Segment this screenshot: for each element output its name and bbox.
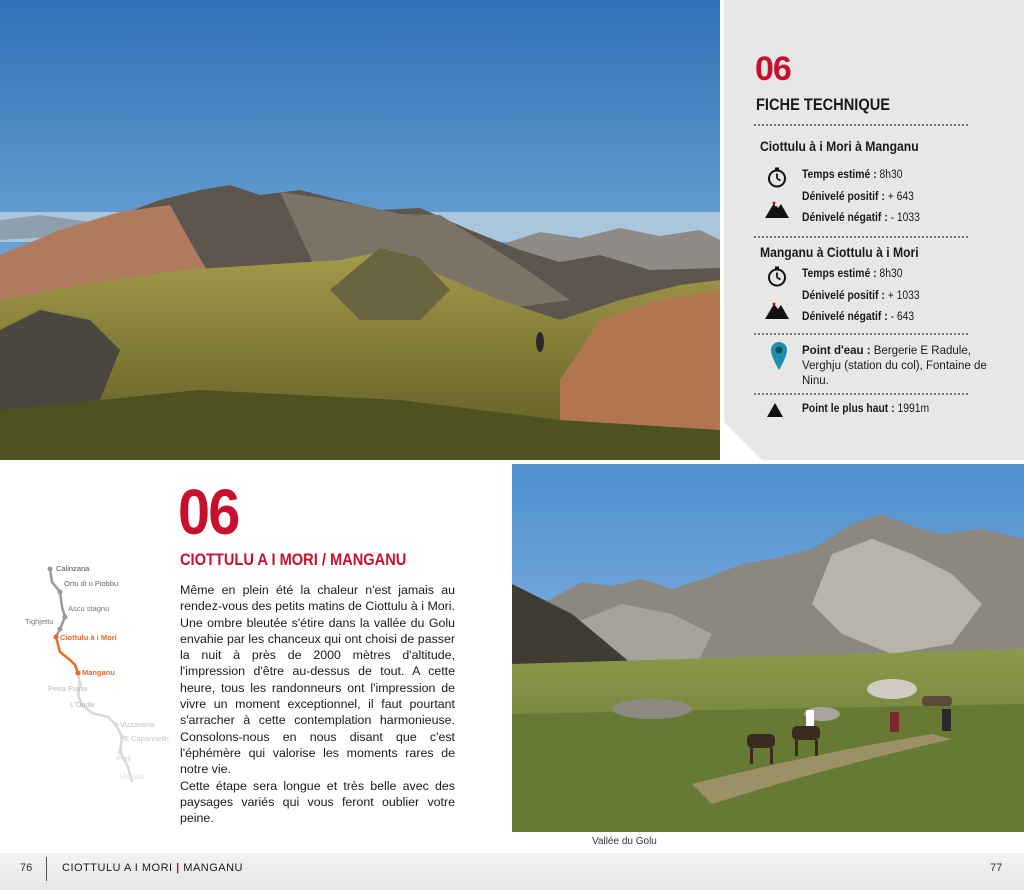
map-label: Ascu stagnu [68,604,110,613]
map-label: Tighjettu [25,617,54,626]
mountain-elevation-icon [764,197,790,219]
route-title-2: Manganu à Ciottulu à i Mori [760,245,919,260]
fiche-title: FICHE TECHNIQUE [756,95,891,114]
highest-point-row: Point le plus haut : 1991m [766,400,976,422]
article-title: CIOTTULU A I MORI / MANGANU [180,550,407,569]
dotted-divider [754,393,968,395]
map-label-current-start: Ciottulu à i Mori [60,633,117,642]
article-paragraph: Même en plein été la chaleur n'est jamais au rendez-vous des petits matins de Ciottulu à i Mori. Une ombre bleutée s'étire dans la vallée du Golu envahie par les chanceux qui ont choisi de passer la nuit à près de 2000 mètres d'altitude, l'impression d'être au-dessus de tout. A cette heure, tous les randonneurs ont l'impression de vivre un moment exceptionnel, il faut pourtant s'arracher à cette contemplation harmonieuse. Consolons-nous en nous disant que c'est l'éphémère qui valorise les moments rares de notre vie. [180,583,455,777]
map-label: Calinzana [56,564,90,573]
route-map [20,557,170,807]
descent-row-2: Dénivelé négatif : - 643 [802,311,915,323]
page-footer [0,853,1024,890]
footer-divider [46,857,47,881]
page-number-right: 77 [990,862,1003,874]
ascent-row-2: Dénivelé positif : + 1033 [802,290,920,302]
time-row-2: Temps estimé : 8h30 [766,265,976,287]
stopwatch-icon [766,166,788,188]
stopwatch-icon [766,265,788,287]
summit-triangle-icon [766,402,784,418]
fiche-technique-panel: 06 FICHE TECHNIQUE Ciottulu à i Mori à Manganu Temps estimé : 8h30 Dénivelé positif : + 643 Dénivelé négatif : - 1033 Manganu à Ciottulu à i Mori Temps estimé : 8h30 Dénivelé positif : + 1033 Dénivelé négatif : - 643 Point d'eau : Bergerie E Radule, Verghju (station du col), Fontaine de Ninu. Point le plus haut : 1991m [724,0,1024,460]
mountain-elevation-icon [764,298,790,320]
article-body [180,582,455,826]
photo-caption: Vallée du Golu [592,836,657,847]
descent-row-1: Dénivelé négatif : - 1033 [802,212,920,224]
page-number-left: 76 [20,862,33,874]
article-number: 06 [178,476,239,548]
map-pin-icon [770,341,788,371]
map-label-current-end: Manganu [82,668,115,677]
dotted-divider [754,124,968,126]
map-label: E Capannelle [124,734,170,743]
article-page [0,462,512,854]
fiche-number: 06 [755,50,791,88]
dotted-divider [754,333,968,335]
article-paragraph: Cette étape sera longue et très belle avec des paysages variés qui vous feront oublier votre peine. [180,778,455,826]
map-label: Usciolu [120,772,145,781]
photo-golu-valley [512,464,1024,832]
panel-notch [720,418,762,460]
ascent-row-1: Dénivelé positif : + 643 [802,191,914,203]
photo-mountain-ridge [0,0,720,460]
dotted-divider [754,236,968,238]
map-label: Vizzavona [120,720,155,729]
time-row-1: Temps estimé : 8h30 [766,166,976,188]
map-label: Ortu di u Piobbu [64,579,119,588]
running-head: CIOTTULU A I MORI | MANGANU [62,862,244,874]
map-label: L'Onda [70,700,94,709]
route-title-1: Ciottulu à i Mori à Manganu [760,139,919,154]
map-label: Prati [116,754,132,763]
map-label: Petra Piana [48,684,88,693]
